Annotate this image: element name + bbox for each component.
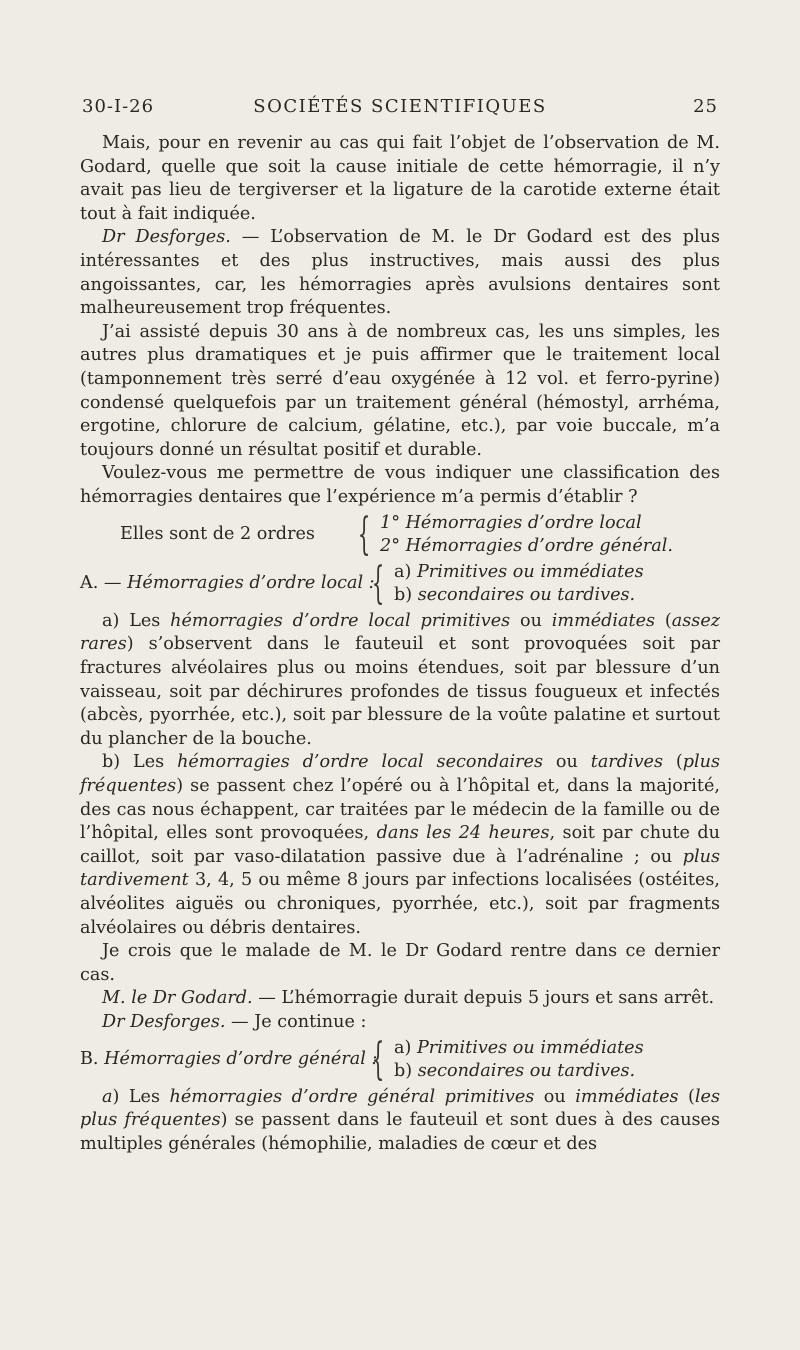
general-primitive-prefix: a) [394,1037,417,1058]
speaker-desforges: Dr Desforges. [102,227,231,248]
p5-mid-1: ou [510,610,552,631]
p5-rest: ) s’observent dans le fauteuil et sont provoquées soit par fractures alvéolaires plus ou moins étendues, soit par blessure d’un vaisseau, soit par déchirures profondes de tissus fougueux et infectés (abcès, pyorrhée, etc.), soit par blessure de la voûte palatine et surtout du plancher de la bouche. [80,634,720,749]
order-local-text: 1° Hémorragies d’ordre local [380,512,642,533]
p6-mid-2: ( [663,752,683,773]
p6-italic-1: hémorragies d’ordre local secondaires [177,752,544,773]
p6-italic-3: plus fréquentes [80,752,721,797]
paragraph-7: Je crois que le malade de M. le Dr Godard rentre dans ce dernier cas. [80,941,720,985]
brace-icon: { [357,509,371,561]
p10-mid-2: ( [678,1086,695,1107]
paragraph-3: J’ai assisté depuis 30 ans à de nombreux cas, les uns simples, les autres plus dramatiques et je puis affirmer que le traitement local (tamponnement très serré d’eau oxygénée à 12 vol. et ferro-pyrine) condensé quelquefois par un traitement général (hémostyl, arrhéma, ergotine, chlorure de calcium, gélatine, etc.), par voie buccale, m’a toujours donné un résultat positif et durable. [80,321,720,460]
classification-orders-lead: Elles sont de 2 ordres [120,524,315,545]
classification-general-title: Hémorragies d’ordre général : [104,1049,378,1070]
p10-mid-0: ) Les [112,1086,170,1107]
p5-italic-1: hémorragies d’ordre local primitives [170,610,511,631]
paragraph-10 [80,1086,720,1157]
paragraph-2 [80,226,720,320]
running-header [82,96,718,126]
order-general-text: 2° Hémorragies d’ordre général. [380,536,673,557]
local-primitive [394,561,644,585]
p6-italic-4: dans les 24 heures [376,823,550,844]
speaker-desforges-2: Dr Desforges. [102,1011,226,1032]
paragraph-4: Voulez-vous me permettre de vous indiquer une classification des hémorragies dentaires que l’expérience m’a permis d’établir ? [80,463,720,507]
p10-pre: a [102,1086,113,1107]
paragraph-9-text: — Je continue : [225,1011,367,1032]
paragraph-2-text: — L’observation de M. le Dr Godard est des plus intéressantes et des plus instructives, mais aussi des plus angoissantes, car, les hémorragies après avulsions dentaires sont malheureusement trop fréquentes. [80,227,721,319]
classification-general-prefix: B. [80,1049,105,1070]
local-secondary [394,584,644,608]
paragraph-9 [80,1011,720,1035]
paragraph-5 [80,610,720,752]
general-secondary-text: secondaires ou tardives. [417,1061,636,1082]
p6-mid-1: ou [543,752,591,773]
local-primitive-text: Primitives ou immédiates [416,561,644,582]
header-date: 30-I-26 [82,96,155,117]
p6-rest: 3, 4, 5 ou même 8 jours par infections localisées (ostéites, alvéolites aiguës ou chroniques, pyorrhée, etc.), soit par fragments alvéolaires ou débris dentaires. [80,870,720,938]
classification-local-prefix: A. — [80,573,128,594]
p10-rest: ) se passent dans le fauteuil et sont dues à des causes multiples générales (hémophilie, maladies de cœur et des [80,1110,720,1154]
header-title: SOCIÉTÉS SCIENTIFIQUES [253,96,547,117]
paragraph-8 [80,987,720,1011]
speaker-godard: M. le Dr Godard. [102,988,253,1009]
p10-italic-2: immédiates [575,1086,679,1107]
classification-orders [80,509,720,561]
p10-mid-1: ou [534,1086,576,1107]
p5-italic-2: immédiates [551,610,656,631]
p6-mid-3: ) se passent chez l’opéré ou à l’hôpital et, dans la majorité, des cas nous échappent, car traitées par le médecin de la famille ou de l’hôpital, elles sont provoquées, [80,776,720,844]
order-local [380,512,673,536]
p6-italic-2: tardives [590,752,663,773]
local-primitive-prefix: a) [394,561,417,582]
paragraph-8-text: — L’hémorragie durait depuis 5 jours et sans arrêt. [252,988,715,1009]
general-primitive [394,1037,644,1061]
general-secondary-prefix: b) [394,1061,418,1082]
p10-italic-1: hémorragies d’ordre général primitives [169,1086,535,1107]
paragraph-1: Mais, pour en revenir au cas qui fait l’objet de l’observation de M. Godard, quelle que soit la cause initiale de cette hémorragie, il n’y avait pas lieu de tergiverser et la ligature de la carotide externe était tout à fait indiquée. [80,133,720,224]
classification-general [80,1034,720,1086]
general-primitive-text: Primitives ou immédiates [416,1037,644,1058]
brace-icon: { [371,1034,385,1086]
classification-local-lead [80,572,375,596]
p6-mid-4: , soit par chute du caillot, soit par vaso-dilatation passive due à l’adrénaline ; ou [80,823,720,867]
p5-pre: a) Les [102,610,171,631]
p5-mid-2: ( [655,610,672,631]
classification-local-title: Hémorragies d’ordre local : [127,573,375,594]
brace-icon: { [371,558,385,610]
body-text [80,132,720,1157]
local-secondary-prefix: b) [394,585,418,606]
general-secondary [394,1060,644,1084]
order-general [380,535,673,559]
p6-italic-5: plus tardivement [80,846,720,891]
classification-local [80,558,720,610]
paragraph-6 [80,751,720,940]
p10-italic-3: les plus fréquentes [80,1086,720,1131]
p5-italic-3: assez rares [80,610,720,655]
classification-general-lead [80,1048,378,1072]
local-secondary-text: secondaires ou tardives. [417,585,636,606]
p6-pre: b) Les [102,752,178,773]
page-number: 25 [693,96,718,117]
